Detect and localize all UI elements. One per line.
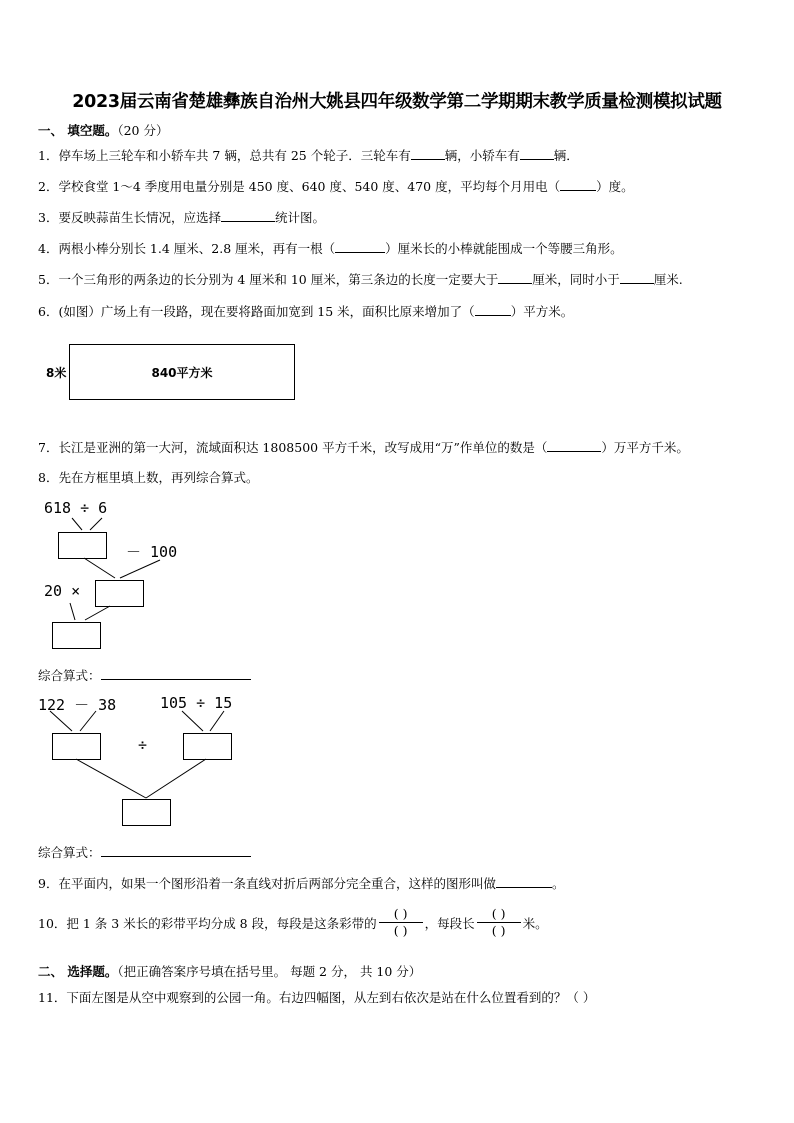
q10-text: 10．把 1 条 3 米长的彩带平均分成 8 段，每段是这条彩带的	[38, 915, 377, 931]
q1-text-2: 辆，小轿车有	[444, 148, 520, 163]
q10-fraction-blank-2[interactable]	[477, 906, 521, 939]
section-1-label: 一、 填空题。	[38, 123, 118, 138]
q3-text: 3．要反映蒜苗生长情况，应选择	[38, 210, 221, 225]
section-2-note: （把正确答案序号填在括号里。 每题 2 分， 共 10 分）	[117, 964, 422, 979]
q8-text: 8．先在方框里填上数，再列综合算式。	[38, 470, 259, 485]
q4-text: 4．两根小棒分别长 1.4 厘米、2.8 厘米，再有一根（	[38, 241, 336, 256]
q10-frac2-denominator: ( )	[491, 923, 506, 938]
q6-text: 6．(如图）广场上有一段路，现在要将路面加宽到 15 米，面积比原来增加了（	[38, 304, 475, 319]
diagram1-top-expression: 618 ÷ 6	[44, 499, 108, 517]
q11-text: 11．下面左图是从空中观察到的公园一角。右边四幅图，从左到右依次是站在什么位置看到的？（ ）	[38, 990, 596, 1005]
q7-text: 7．长江是亚洲的第一大河，流域面积达 1808500 平方千米，改写成用“万”作单位的数是（	[38, 440, 548, 455]
q10-frac2-numerator: ( )	[491, 906, 506, 921]
diagram2-divide-sign: ÷	[138, 736, 148, 754]
diagram2-left-expression: 122 － 38	[38, 696, 117, 714]
q2-text-2: ）度。	[596, 179, 634, 194]
fig6-area-label: 840平方米	[151, 365, 213, 380]
question-11	[38, 988, 595, 1006]
fig6-side-label: 8米	[46, 366, 67, 380]
diagram2-right-expression: 105 ÷ 15	[160, 694, 233, 712]
question-10	[38, 906, 548, 939]
combined-label-1: 综合算式：	[38, 668, 101, 683]
combined-label-2: 综合算式：	[38, 845, 101, 860]
q2-text: 2．学校食堂 1～4 季度用电量分别是 450 度、640 度、540 度、470 度，平均每个月用电（	[38, 179, 561, 194]
q9-text: 9．在平面内，如果一个图形沿着一条直线对折后两部分完全重合，这样的图形叫做	[38, 876, 496, 891]
section-2-label: 二、 选择题。	[38, 964, 118, 979]
q9-blank[interactable]	[496, 874, 552, 888]
q10-frac1-numerator: ( )	[393, 906, 408, 921]
q1-text-3: 辆．	[553, 148, 579, 163]
q10-fraction-blank-1[interactable]	[379, 906, 423, 939]
q10-text-2: ，每段长	[424, 915, 475, 931]
q5-text: 5．一个三角形的两条边的长分别为 4 厘米和 10 厘米，第三条边的长度一定要大于	[38, 272, 499, 287]
diagram1-times-20: 20 ×	[44, 582, 81, 600]
q10-text-3: 米。	[522, 915, 548, 931]
q5-text-2: 厘米，同时小于	[532, 272, 620, 287]
q1-text: 1．停车场上三轮车和小轿车共 7 辆，总共有 25 个轮子．三轮车有	[38, 148, 411, 163]
question-9	[38, 874, 564, 892]
q7-text-2: ）万平方千米。	[601, 440, 689, 455]
diagram1-minus-100: － 100	[126, 543, 178, 561]
q5-text-3: 厘米.	[653, 272, 683, 287]
section-1-points: （20 分）	[117, 123, 169, 138]
page-title: 2023届云南省楚雄彝族自治州大姚县四年级数学第二学期期末教学质量检测模拟试题	[72, 92, 722, 112]
q3-text-2: 统计图。	[274, 210, 325, 225]
q10-frac1-denominator: ( )	[393, 923, 408, 938]
q6-text-2: ）平方米。	[510, 304, 574, 319]
q4-text-2: ）厘米长的小棒就能围成一个等腰三角形。	[385, 241, 623, 256]
q9-text-2: 。	[551, 876, 565, 891]
section-2-heading	[38, 962, 421, 980]
